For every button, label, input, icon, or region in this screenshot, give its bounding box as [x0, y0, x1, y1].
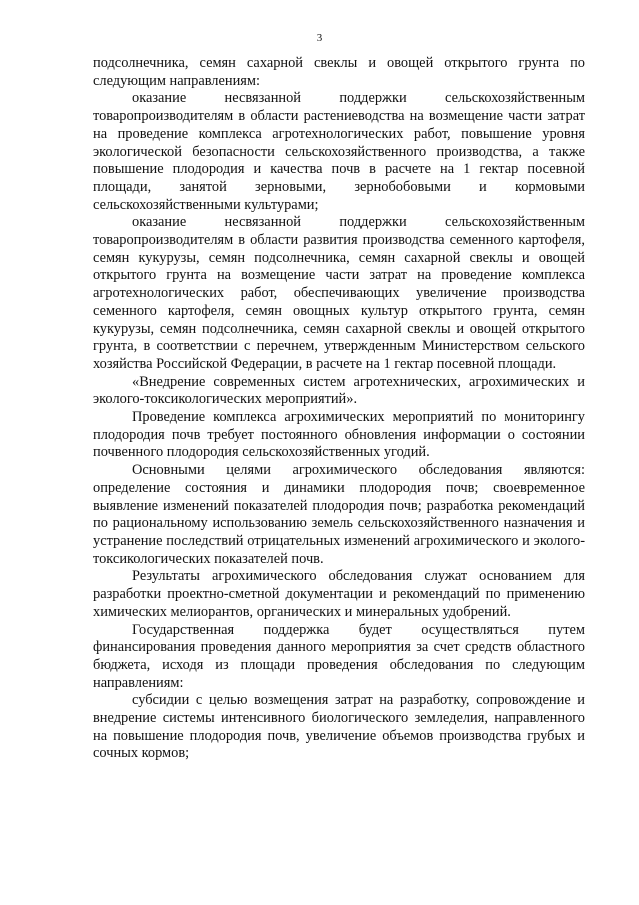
document-body [93, 55, 585, 763]
page-number: 3 [316, 32, 323, 44]
paragraph-monitoring: Проведение комплекса агрохимических мероприятий по мониторингу плодородия почв требует постоянного обновления информации о состоянии почвенного плодородия сельскохозяйственных угодий. [93, 409, 585, 461]
paragraph-subsidies: субсидии с целью возмещения затрат на разработку, сопровождение и внедрение системы интенсивного биологического земледелия, направленного на повышение плодородия почв, увеличение объемов производства грубых и сочных кормов; [93, 692, 585, 762]
paragraph-support-crops: оказание несвязанной поддержки сельскохозяйственным товаропроизводителям в области растениеводства на возмещение части затрат на проведение комплекса агротехнологических работ, повышение уровня экологической безопасности сельскохозяйственного производства, а также повышение плодородия и качества почв в расчете на 1 гектар посевной площади, занятой зерновыми, зернобобовыми и кормовыми сельскохозяйственными культурами; [93, 90, 585, 213]
paragraph-state-support: Государственная поддержка будет осуществляться путем финансирования проведения данного мероприятия за счет средств областного бюджета, исходя из площади проведения обследования по следующим направлениям: [93, 621, 585, 691]
paragraph-continuation: подсолнечника, семян сахарной свеклы и овощей открытого грунта по следующим направлениям: [93, 55, 585, 89]
paragraph-survey-goals: Основными целями агрохимического обследования являются: определение состояния и динамики плодородия почв; своевременное выявление изменений показателей плодородия почв; разработка рекомендаций по рациональному использованию земель сельскохозяйственного назначения и устранение последствий отрицательных изменений агрохимического и эколого-токсикологических показателей почв. [93, 462, 585, 567]
paragraph-measure-title: «Внедрение современных систем агротехнических, агрохимических и эколого-токсикологических мероприятий». [93, 373, 585, 408]
paragraph-survey-results: Результаты агрохимического обследования служат основанием для разработки проектно-сметной документации и рекомендаций по применению химических мелиорантов, органических и минеральных удобрений. [93, 568, 585, 620]
paragraph-support-seeds: оказание несвязанной поддержки сельскохозяйственным товаропроизводителям в области развития производства семенного картофеля, семян кукурузы, семян подсолнечника, семян сахарной свеклы и овощей открытого грунта на возмещение части затрат на проведение комплекса агротехнологических работ, обеспечивающих увеличение производства семенного картофеля, семян овощных культур открытого грунта, семян кукурузы, семян подсолнечника, семян сахарной свеклы и овощей открытого грунта, в соответствии с перечнем, утвержденным Министерством сельского хозяйства Российской Федерации, в расчете на 1 гектар посевной площади. [93, 214, 585, 372]
